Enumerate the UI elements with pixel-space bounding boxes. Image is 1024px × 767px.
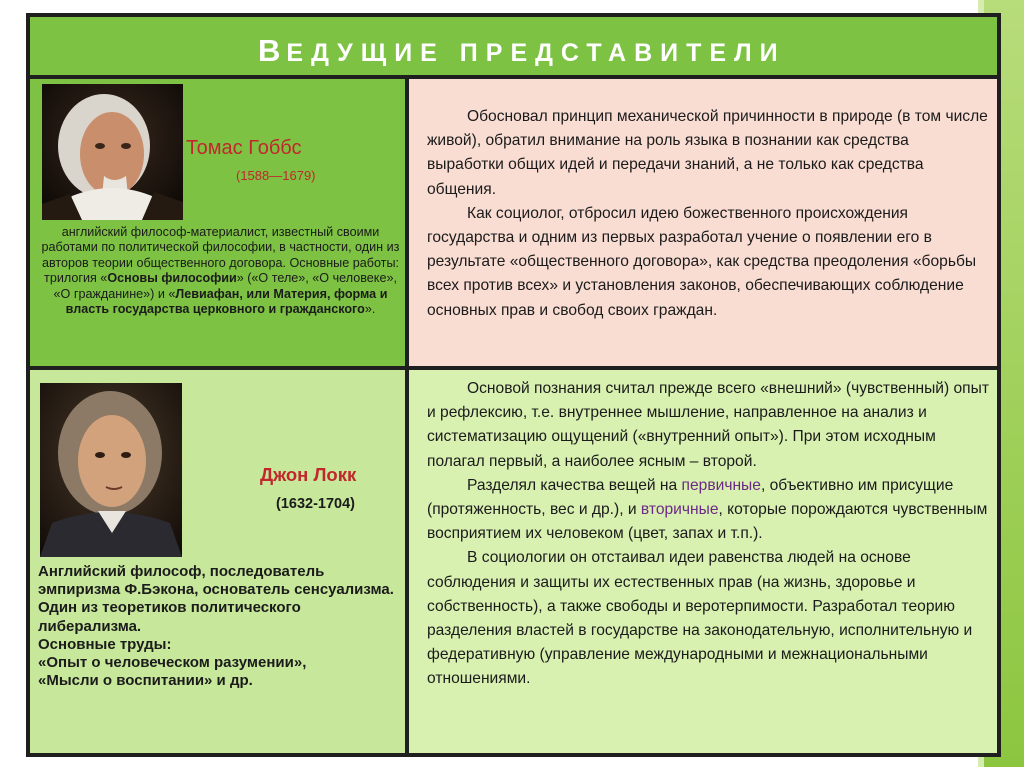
hobbes-name: Томас Гоббс [186, 137, 302, 159]
locke-body-text [427, 377, 989, 692]
hobbes-desc-bold: Левиафан, или Материя, форма и власть государства церковного и гражданского [65, 286, 388, 317]
locke-portrait-drawing [40, 383, 182, 557]
locke-desc-line: «Мысли о воспитании» и др. [38, 672, 253, 690]
hobbes-dates: (1588—1679) [236, 168, 316, 183]
locke-para-part: Разделял качества вещей на [467, 476, 682, 494]
hobbes-desc-part: » («О теле», «О человеке», «О гражданине») и « [53, 271, 397, 301]
locke-desc-line: Основные труды: [38, 635, 172, 653]
slide-title [258, 33, 786, 69]
hobbes-description [38, 225, 403, 317]
hobbes-paragraph: Как социолог, отбросил идею божественного происхождения государства и одним из первых разработал учение о появлении его в результате «общественного договора», как средства преодоления «борьбы всех против всех» и установления законов, обеспечивающих соблюдение основных прав и свобод своих граждан. [427, 204, 977, 319]
slide-title-first-letter: В [258, 33, 287, 68]
locke-name: Джон Локк [260, 464, 357, 485]
hobbes-portrait [42, 84, 183, 220]
locke-dates: (1632-1704) [276, 496, 355, 512]
hobbes-desc-part: ». [364, 302, 376, 317]
hobbes-paragraph: Обосновал принцип механической причинности в природе (в том числе живой), обратил внимание на роль языка в познании как средства выработки общих идей и передачи знаний, а не только как средства общения. [427, 108, 988, 198]
hobbes-body-text [427, 105, 989, 323]
locke-desc-line: «Опыт о человеческом разумении», [38, 654, 307, 672]
locke-paragraph [427, 474, 989, 547]
hobbes-desc-part: английский философ-материалист, известный своими работами по политической философии, в частности, один из авторов теории общественного договора. Основные работы: трилогия « [41, 225, 400, 286]
locke-portrait [40, 383, 182, 557]
hobbes-portrait-drawing [42, 84, 183, 220]
hobbes-desc-bold: Основы философии [107, 271, 237, 286]
term-primary-qualities: первичные [681, 476, 761, 494]
locke-paragraph: В социологии он отстаивал идеи равенства людей на основе соблюдения и защиты их естественных прав (на жизнь, здоровье и собственность), а также свободы и веротерпимости. Разработал теорию разделения властей в государстве на законодательную, исполнительную и федеративную (управление международными и межнациональными отношениями. [427, 549, 973, 688]
locke-para-part: , объективно им присущие (протяженность, вес и др.), и [427, 476, 954, 519]
locke-paragraph: Основой познания считал прежде всего «внешний» (чувственный) опыт и рефлексию, т.е. внутреннее мышление, направленное на анализ и систематизацию ощущений («внутренний опыт»). При этом исходным полагал первый, а наиболее ясным – второй. [427, 380, 989, 470]
term-secondary-qualities: вторичные [640, 501, 719, 519]
locke-description [38, 563, 398, 690]
locke-para-part: , которые порождаются чувственным восприятием их человеком (цвет, запах и т.п.). [427, 501, 988, 543]
slide-title-rest: ЕДУЩИЕ ПРЕДСТАВИТЕЛИ [286, 39, 786, 67]
locke-desc-line: Английский философ, последователь эмпиризма Ф.Бэкона, основатель сенсуализма. Один из теоретиков политического либерализма. [38, 563, 394, 635]
